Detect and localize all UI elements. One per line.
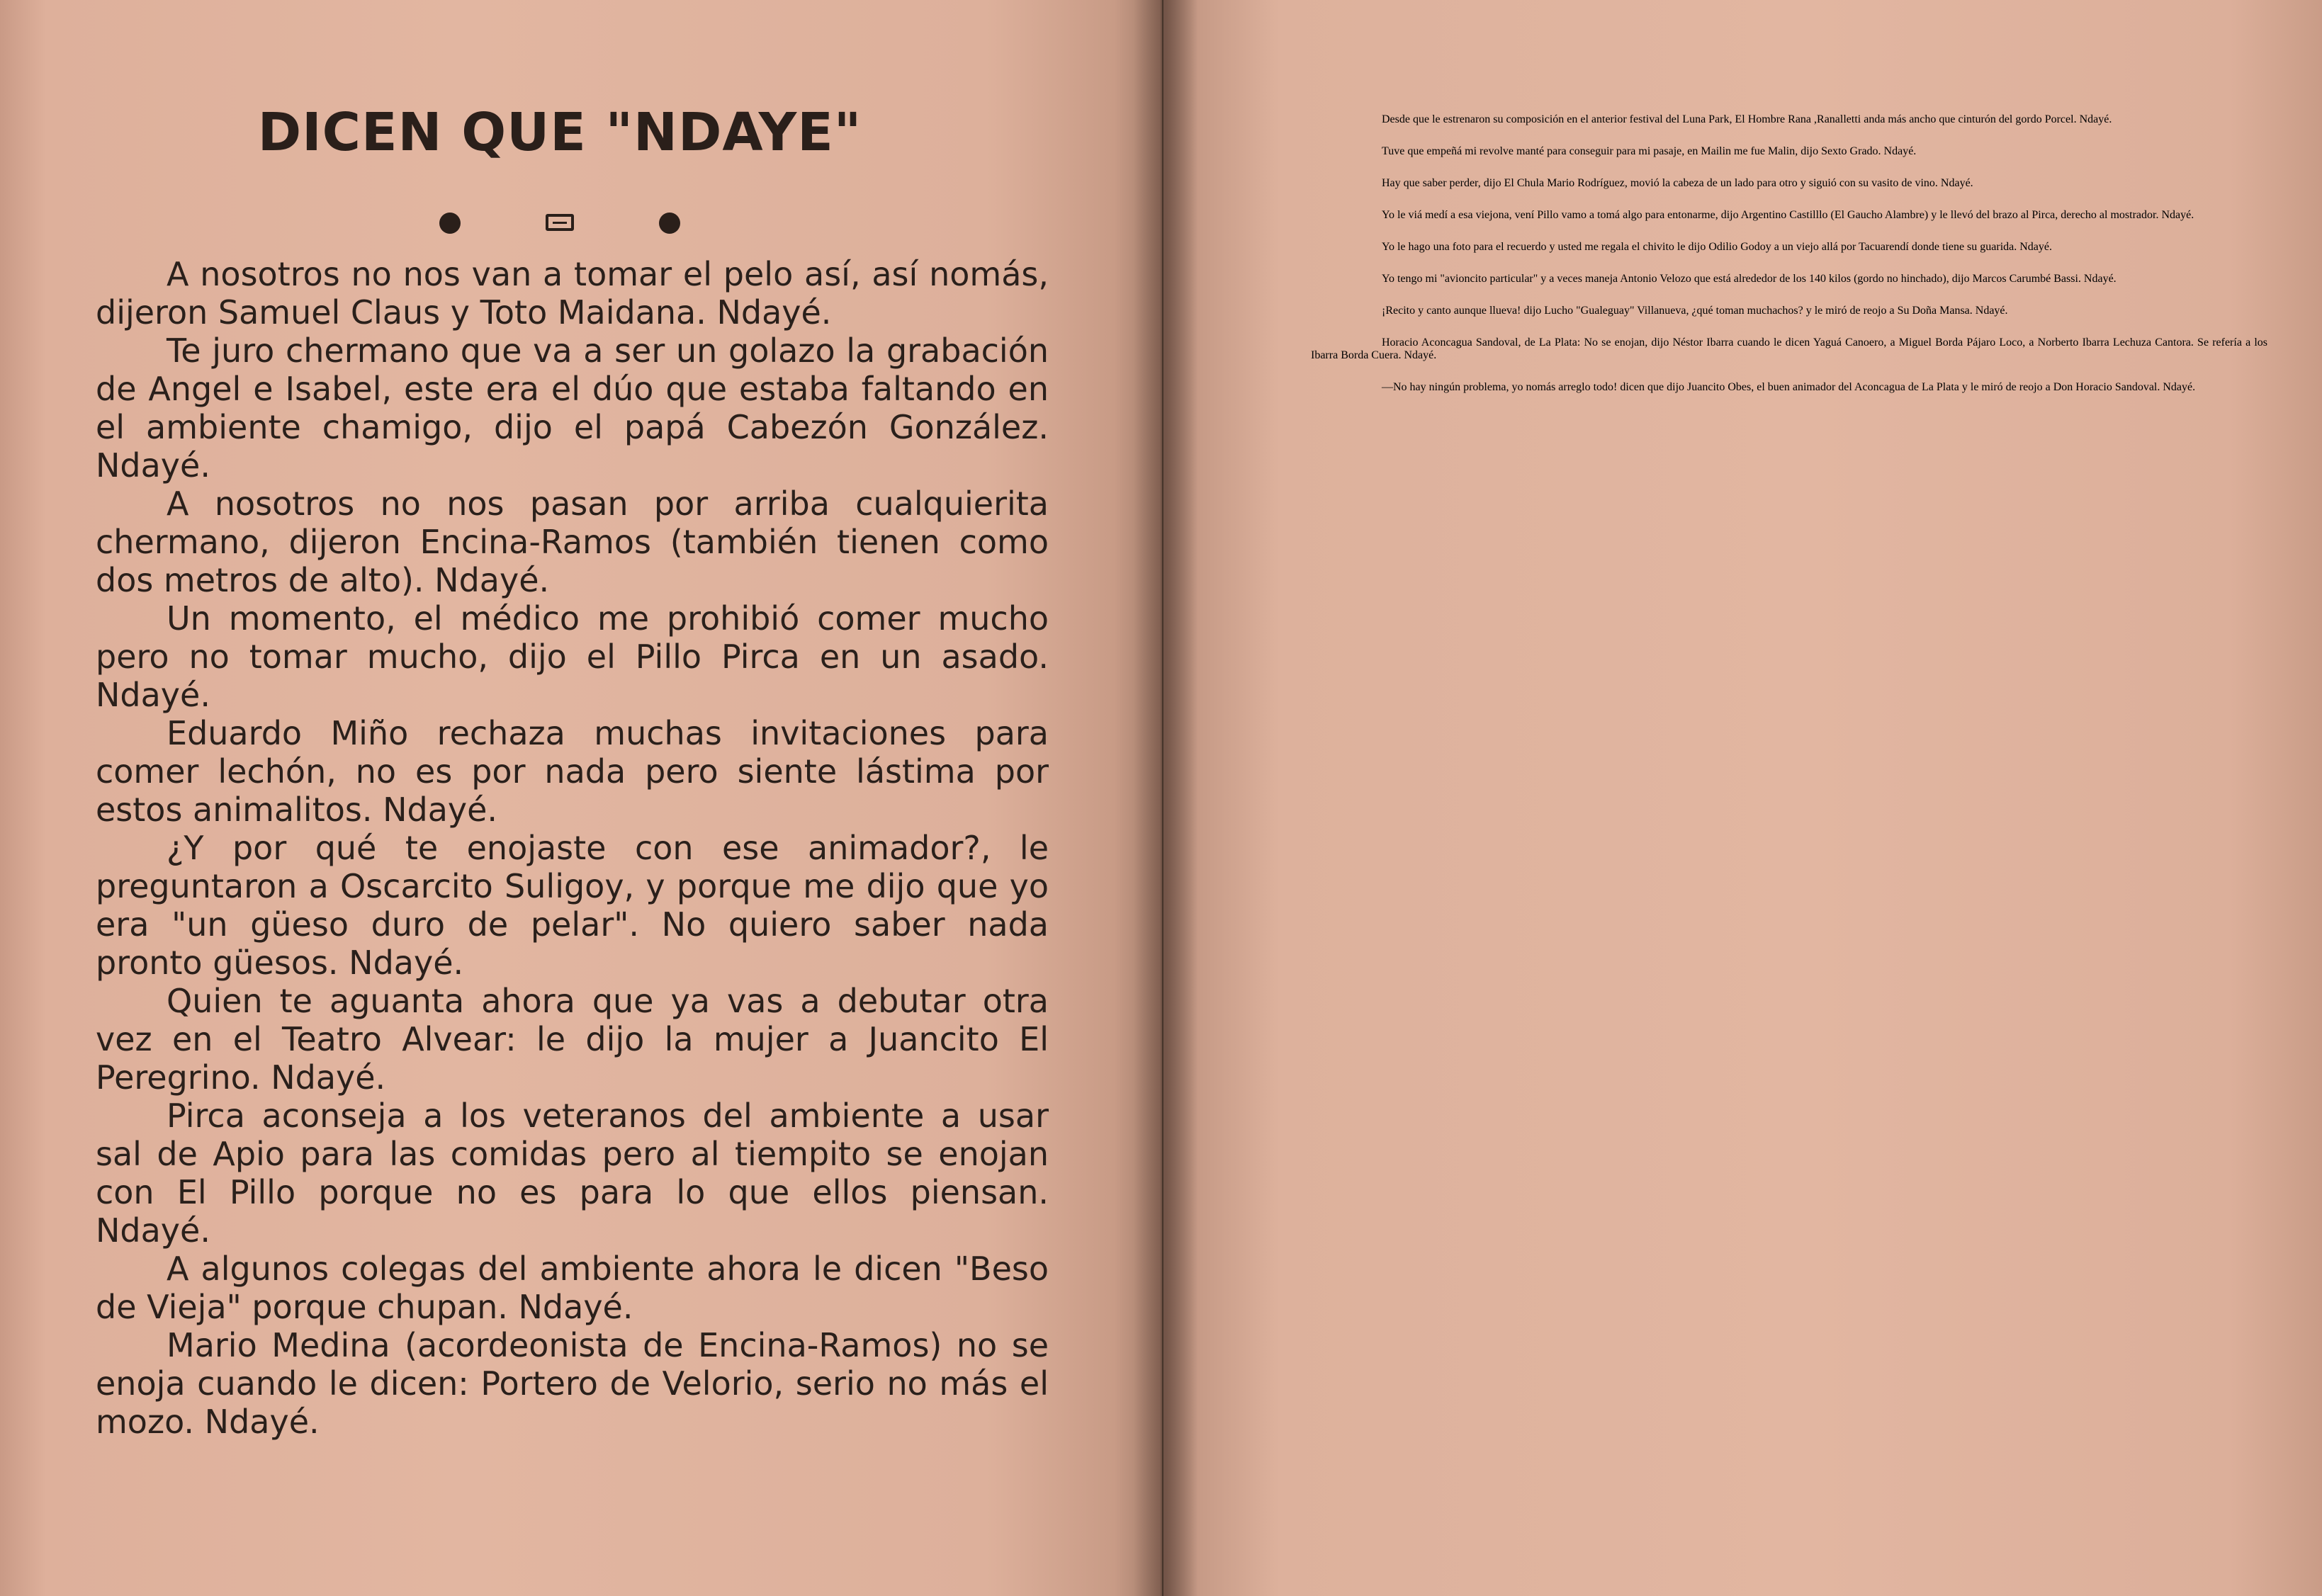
paragraph: Desde que le estrenaron su composición en el anterior festival del Luna Park, El Hombre Rana ,Ranalletti anda más ancho que cinturón del gordo Porcel. Ndayé. [1382,113,2112,125]
ornament-dot-icon [439,213,461,234]
left-column [96,255,1049,1441]
right-column [1311,113,2267,413]
title-ornament [439,205,680,241]
paragraph: A algunos colegas del ambiente ahora le dicen "Beso de Vieja" porque chupan. Ndayé. [96,1250,1049,1326]
book-gutter [1134,0,1197,1596]
ornament-rectangle-icon [546,214,574,231]
paragraph: Yo le hago una foto para el recuerdo y usted me regala el chivito le dijo Odilio Godoy a un viejo allá por Tacuarendí donde tiene su guarida. Ndayé. [1382,241,2052,253]
paragraph: Tuve que empeñá mi revolve manté para conseguir para mi pasaje, en Mailin me fue Malin, dijo Sexto Grado. Ndayé. [1382,145,1917,157]
paragraph: ¿Y por qué te enojaste con ese animador?, le preguntaron a Oscarcito Suligoy, y porque me dijo que yo era "un güeso duro de pelar". No quiero saber nada pronto güesos. Ndayé. [96,829,1049,982]
paragraph: Yo tengo mi "avioncito particular" y a veces maneja Antonio Velozo que está alrededor de los 140 kilos (gordo no hinchado), dijo Marcos Carumbé Bassi. Ndayé. [1382,273,2117,285]
paragraph: —No hay ningún problema, yo nomás arreglo todo! dicen que dijo Juancito Obes, el buen animador del Aconcagua de La Plata y le miró de reojo a Don Horacio Sandoval. Ndayé. [1382,381,2196,393]
page-title: DICEN QUE "NDAYE" [257,102,862,163]
paragraph: A nosotros no nos van a tomar el pelo así, así nomás, dijeron Samuel Claus y Toto Maidana. Ndayé. [96,255,1049,332]
paragraph: Pirca aconseja a los veteranos del ambiente a usar sal de Apio para las comidas pero al tiempito se enojan con El Pillo porque no es para lo que ellos piensan. Ndayé. [96,1097,1049,1250]
paragraph: ¡Recito y canto aunque llueva! dijo Lucho "Gualeguay" Villanueva, ¿qué toman muchachos? y le miró de reojo a Su Doña Mansa. Ndayé. [1382,305,2008,317]
paragraph: Yo le viá medí a esa viejona, vení Pillo vamo a tomá algo para entonarme, dijo Argentino Castilllo (El Gaucho Alambre) y le llevó del brazo al Pirca, derecho al mostrador. Ndayé. [1382,209,2194,221]
paragraph: Eduardo Miño rechaza muchas invitaciones para comer lechón, no es por nada pero siente lástima por estos animalitos. Ndayé. [96,714,1049,829]
paragraph: Te juro chermano que va a ser un golazo la grabación de Angel e Isabel, este era el dúo que estaba faltando en el ambiente chamigo, dijo el papá Cabezón González. Ndayé. [96,332,1049,485]
paragraph: A nosotros no nos pasan por arriba cualquierita chermano, dijeron Encina-Ramos (también tienen como dos metros de alto). Ndayé. [96,485,1049,599]
ornament-dot-icon [659,213,680,234]
paragraph: Mario Medina (acordeonista de Encina-Ramos) no se enoja cuando le dicen: Portero de Velorio, serio no más el mozo. Ndayé. [96,1326,1049,1441]
paragraph: Quien te aguanta ahora que ya vas a debutar otra vez en el Teatro Alvear: le dijo la mujer a Juancito El Peregrino. Ndayé. [96,982,1049,1097]
paragraph: Hay que saber perder, dijo El Chula Mario Rodríguez, movió la cabeza de un lado para otro y siguió con su vasito de vino. Ndayé. [1382,177,1973,189]
paragraph: Horacio Aconcagua Sandoval, de La Plata: No se enojan, dijo Néstor Ibarra cuando le dicen Yaguá Canoero, a Miguel Borda Pájaro Loco, a Norberto Ibarra Lechuza Cantora. Se refería a los Ibarra Borda Cuera. Ndayé. [1311,336,2267,361]
paragraph: Un momento, el médico me prohibió comer mucho pero no tomar mucho, dijo el Pillo Pirca en un asado. Ndayé. [96,599,1049,714]
